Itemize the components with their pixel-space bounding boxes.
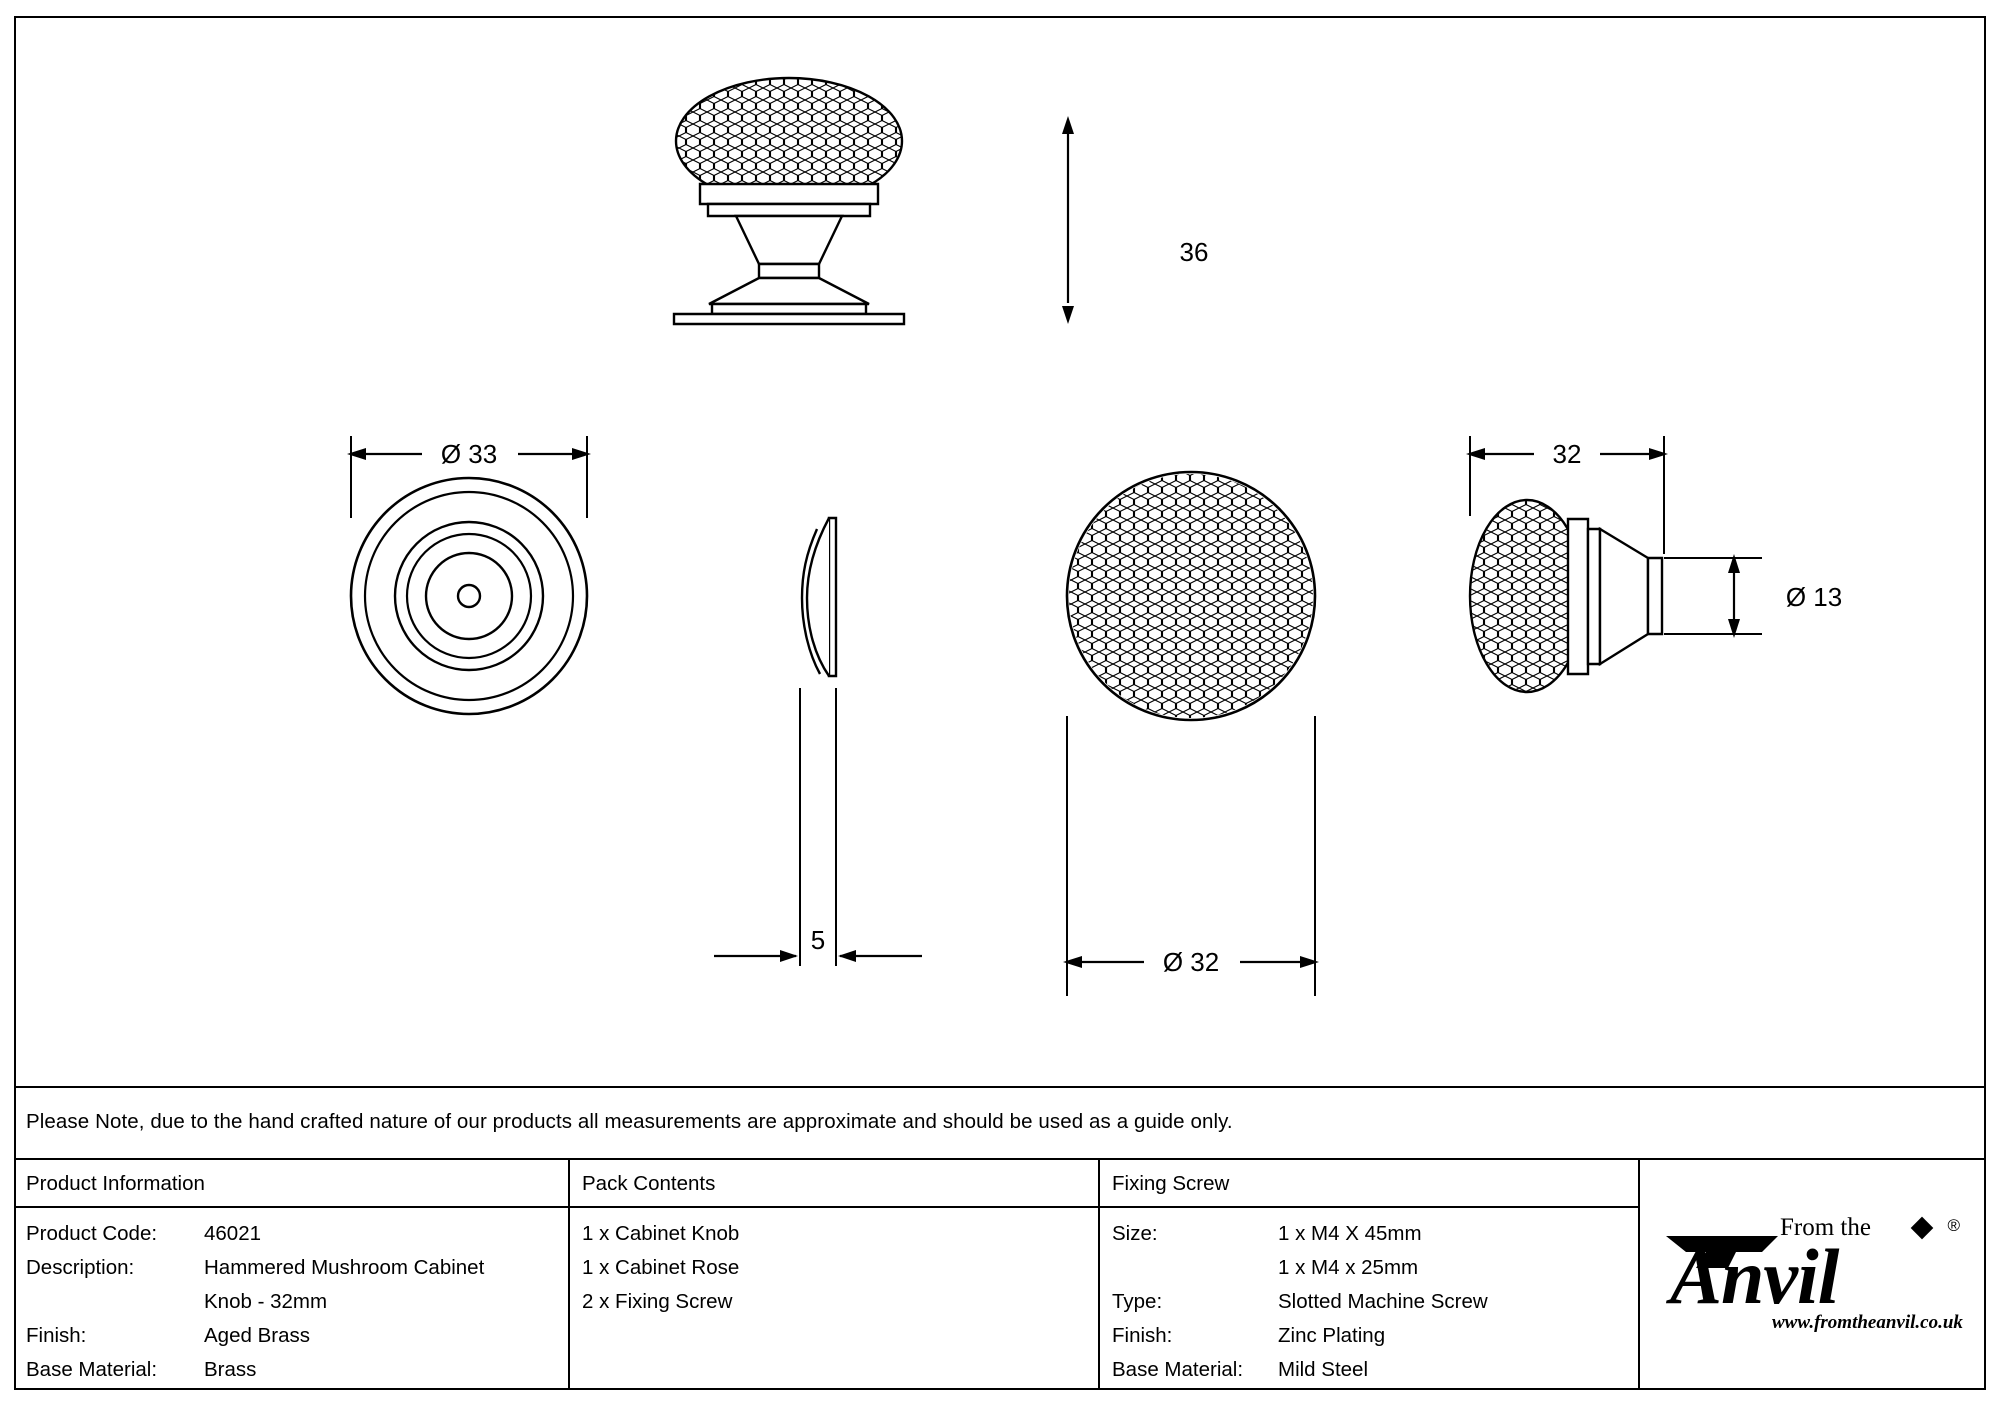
row-key: Finish: — [1112, 1324, 1173, 1347]
knob-side-view — [1464, 496, 1662, 701]
registered-trademark-icon: ® — [1947, 1216, 1960, 1235]
list-item: 2 x Fixing Screw — [582, 1290, 733, 1313]
row-value: Aged Brass — [204, 1324, 310, 1347]
brand-url: www.fromtheanvil.co.uk — [1772, 1312, 1963, 1333]
table-row — [14, 1324, 568, 1358]
row-value: Brass — [204, 1358, 257, 1381]
row-value: 1 x M4 X 45mm — [1278, 1222, 1422, 1245]
row-value: Zinc Plating — [1278, 1324, 1386, 1347]
fixing-screw-header — [1100, 1160, 1638, 1208]
dimension-label-stem-diameter: Ø 13 — [1785, 582, 1843, 612]
row-value: 46021 — [204, 1222, 262, 1245]
specification-table — [14, 1158, 1986, 1390]
fixing-screw-body — [1100, 1208, 1638, 1392]
from-the-anvil-logo — [1662, 1204, 1962, 1344]
brand-header — [1640, 1160, 1984, 1208]
drawing-area — [14, 16, 1986, 1086]
product-information-column — [14, 1160, 570, 1390]
table-row — [1100, 1290, 1638, 1324]
pack-contents-header — [570, 1160, 1098, 1208]
table-row — [1100, 1222, 1638, 1256]
table-row — [1100, 1358, 1638, 1392]
dimension-label-32: 32 — [1552, 439, 1582, 469]
table-row — [14, 1256, 568, 1290]
dimension-rose-thickness — [714, 688, 922, 966]
list-item: 1 x Cabinet Rose — [582, 1256, 740, 1279]
pack-contents-column — [570, 1160, 1100, 1390]
row-key: Base Material: — [26, 1358, 158, 1381]
knob-side-elevation-top — [669, 71, 914, 324]
drawing-svg — [14, 16, 1986, 1086]
table-row — [14, 1290, 568, 1324]
pack-contents-body — [570, 1208, 1098, 1324]
table-row — [14, 1222, 568, 1256]
dimension-label-knob-face-diameter: Ø 32 — [1162, 947, 1220, 977]
product-information-body — [14, 1208, 568, 1392]
rose-side-profile — [802, 516, 836, 676]
row-value: Slotted Machine Screw — [1278, 1290, 1488, 1313]
dimension-label-36: 36 — [1179, 237, 1209, 267]
dimension-knob-face-diameter — [1063, 716, 1319, 996]
brand-tagline: From the — [1780, 1214, 1871, 1241]
row-value: 1 x M4 x 25mm — [1278, 1256, 1419, 1279]
pack-contents-header-label: Pack Contents — [582, 1172, 716, 1195]
row-key: Description: — [26, 1256, 135, 1279]
row-key: Type: — [1112, 1290, 1163, 1313]
row-key: Finish: — [26, 1324, 87, 1347]
row-key: Product Code: — [26, 1222, 158, 1245]
product-information-header — [14, 1160, 568, 1208]
row-value: Mild Steel — [1278, 1358, 1369, 1381]
list-item: 1 x Cabinet Knob — [582, 1222, 740, 1245]
diamond-icon — [1911, 1217, 1934, 1240]
row-value: Knob - 32mm — [204, 1290, 328, 1313]
dimension-label-5: 5 — [810, 925, 826, 955]
row-key: Base Material: — [1112, 1358, 1244, 1381]
table-row — [1100, 1324, 1638, 1358]
note-row — [14, 1086, 1986, 1158]
table-row — [14, 1358, 568, 1392]
brand-name: Anvil — [1670, 1233, 1839, 1320]
product-information-header-label: Product Information — [26, 1172, 205, 1195]
row-value: Hammered Mushroom Cabinet — [204, 1256, 485, 1279]
table-row — [1100, 1256, 1638, 1290]
rose-front-view — [351, 478, 587, 714]
fixing-screw-header-label: Fixing Screw — [1112, 1172, 1230, 1195]
approximation-note: Please Note, due to the hand crafted nature of our products all measurements are approximate and should be used as a guide only. — [26, 1110, 1233, 1133]
row-key: Size: — [1112, 1222, 1158, 1245]
dimension-stem-diameter — [1664, 554, 1842, 638]
fixing-screw-column — [1100, 1160, 1640, 1390]
knob-face-view — [1064, 468, 1320, 724]
brand-column — [1640, 1160, 1984, 1390]
dimension-height-36 — [1062, 116, 1208, 324]
dimension-label-rose-diameter: Ø 33 — [440, 439, 498, 469]
